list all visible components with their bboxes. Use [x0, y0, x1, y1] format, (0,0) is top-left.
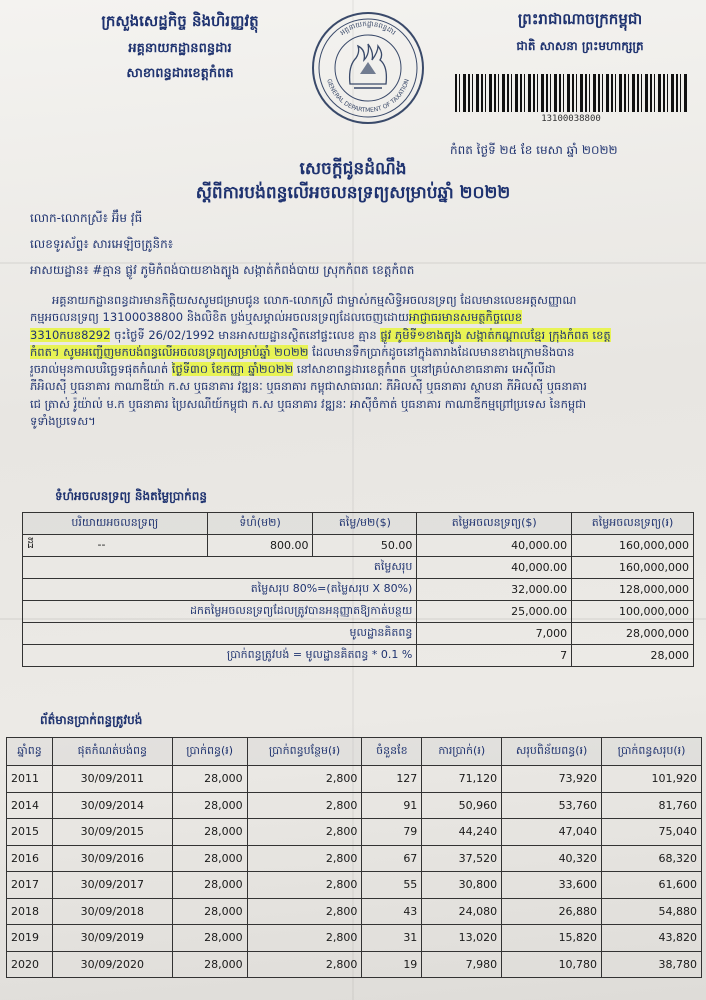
- tax-amount-cell: 28,000: [172, 819, 247, 846]
- tax-year-cell: 2019: [7, 925, 53, 952]
- notice-subtitle: ស្តីពីការបង់ពន្ធលើអចលនទ្រព្យសម្រាប់ឆ្នាំ ២០២២: [195, 183, 511, 203]
- total-tax-cell: 101,920: [602, 766, 702, 793]
- table-row: [7, 898, 702, 925]
- paragraph-line: [30, 378, 690, 395]
- table-row: [7, 845, 702, 872]
- total-tax-cell: 38,780: [602, 951, 702, 978]
- months-cell: 67: [362, 845, 422, 872]
- barcode-number: 13100038800: [541, 114, 601, 124]
- total-tax-cell: 43,820: [602, 925, 702, 952]
- tax-amount-cell: 28,000: [172, 872, 247, 899]
- tax-year-cell: 2017: [7, 872, 53, 899]
- column-header: ប្រាក់ពន្ធសរុប(៛): [602, 738, 702, 766]
- summary-khr: 100,000,000: [572, 601, 694, 623]
- highlighted-text: ថ្ងៃទី៣០ ខែកញ្ញា ឆ្នាំ២០២២: [171, 362, 294, 377]
- summary-row: [23, 601, 694, 623]
- summary-khr: 28,000: [572, 645, 694, 667]
- total-penalty-cell: 26,880: [502, 898, 602, 925]
- summary-usd: 7,000: [417, 623, 572, 645]
- value-usd-cell: 40,000.00: [417, 535, 572, 557]
- summary-row: [23, 645, 694, 667]
- kingdom-header: [470, 10, 690, 56]
- additional-tax-cell: 2,800: [247, 766, 362, 793]
- paragraph-text: ជេ ត្រាស់ រ៉ូយ៉ាល់ ម.ក ឬធនាគារ ប្រៃសណីយ៍កម្ពុជា ក.ស ឬធនាគារ វឌ្ឍនៈ អាស៊ីចំកាត់ ឬធនាគារ កាណាឌីកម្មព្រៅប្រទេស នៃកម្ពុជា: [30, 396, 587, 411]
- unit-price-cell: 50.00: [313, 535, 417, 557]
- months-cell: 127: [362, 766, 422, 793]
- total-penalty-cell: 73,920: [502, 766, 602, 793]
- summary-khr: 28,000,000: [572, 623, 694, 645]
- column-header: តម្លៃអចលនទ្រព្យ(៛): [572, 513, 694, 535]
- table-header-row: [23, 513, 694, 535]
- column-header: តម្លៃអចលនទ្រព្យ($): [417, 513, 572, 535]
- paragraph-text: កម្មអចលនទ្រព្យ 13100038800 និងលិខិត ប្លង់ឬសម្គាល់អចលនទ្រព្យដែលចេញដោយ: [30, 310, 409, 325]
- summary-khr: 128,000,000: [572, 579, 694, 601]
- months-cell: 55: [362, 872, 422, 899]
- total-penalty-cell: 10,780: [502, 951, 602, 978]
- property-section-title: ទំហំអចលនទ្រព្យ និងតម្លៃប្រាក់ពន្ធ: [55, 489, 208, 503]
- tax-year-cell: 2018: [7, 898, 53, 925]
- due-date-cell: 30/09/2018: [52, 898, 172, 925]
- paragraph-line: [30, 292, 690, 309]
- total-penalty-cell: 33,600: [502, 872, 602, 899]
- summary-row: [23, 557, 694, 579]
- table-row: [7, 925, 702, 952]
- column-header: តម្លៃ/ម២($): [313, 513, 417, 535]
- ministry-name: ក្រសួងសេដ្ឋកិច្ច និងហិរញ្ញវត្ថុ: [101, 12, 259, 30]
- table-row: [7, 766, 702, 793]
- interest-cell: 7,980: [422, 951, 502, 978]
- highlighted-text: អាជ្ញាធរមានសមត្ថកិច្ចលេខ: [408, 310, 523, 325]
- additional-tax-cell: 2,800: [247, 819, 362, 846]
- due-date-cell: 30/09/2020: [52, 951, 172, 978]
- due-date-cell: 30/09/2014: [52, 792, 172, 819]
- summary-label: ប្រាក់ពន្ធត្រូវបង់ = មូលដ្ឋានគិតពន្ធ * 0.1 %: [23, 645, 417, 667]
- months-cell: 79: [362, 819, 422, 846]
- property-type: ដី: [27, 537, 34, 551]
- due-date-cell: 30/09/2011: [52, 766, 172, 793]
- paragraph-text: ចុះថ្ងៃទី 26/02/1992 មានអាសយដ្ឋានស្ថិតនៅផ្ទះលេខ គ្មាន: [110, 327, 381, 342]
- summary-khr: 160,000,000: [572, 557, 694, 579]
- total-tax-cell: 61,600: [602, 872, 702, 899]
- paragraph-line: [30, 327, 690, 344]
- interest-cell: 24,080: [422, 898, 502, 925]
- summary-label: មូលដ្ឋានគិតពន្ធ: [23, 623, 417, 645]
- summary-usd: 32,000.00: [417, 579, 572, 601]
- owner-name: លោក-លោកស្រី៖ អ៊ឹម វុធី: [30, 211, 143, 225]
- seal-kh-label: អគ្គនាយកដ្ឋានពន្ធដារ: [338, 19, 398, 37]
- tax-amount-cell: 28,000: [172, 766, 247, 793]
- column-header: ឆ្នាំពន្ធ: [7, 738, 53, 766]
- summary-label: ដកតម្លៃអចលនទ្រព្យដែលត្រូវបានអនុញ្ញាតឱ្យកាត់បន្ថយ: [23, 601, 417, 623]
- due-date-cell: 30/09/2019: [52, 925, 172, 952]
- paragraph-line: [30, 344, 690, 361]
- due-date-cell: 30/09/2016: [52, 845, 172, 872]
- svg-text:អគ្គនាយកដ្ឋានពន្ធដារ: [339, 20, 398, 37]
- column-header: ការប្រាក់(៛): [422, 738, 502, 766]
- table-row: [7, 872, 702, 899]
- column-header: ប្រាក់ពន្ធបន្ថែម(៛): [247, 738, 362, 766]
- paragraph-text: ដែលមានទឹកប្រាក់ដូចនៅក្នុងតារាងដែលមានខាងក្រោមនិងបាន: [308, 344, 575, 359]
- notice-paragraph: [30, 292, 690, 430]
- total-tax-cell: 54,880: [602, 898, 702, 925]
- summary-label: តម្លៃសរុប 80%=(តម្លៃសរុប X 80%): [23, 579, 417, 601]
- additional-tax-cell: 2,800: [247, 792, 362, 819]
- seal-label: GENERAL DEPARTMENT OF TAXATION: [325, 78, 411, 115]
- property-description: --: [97, 537, 106, 551]
- paragraph-line: [30, 361, 690, 378]
- table-row: [23, 535, 694, 557]
- summary-row: [23, 579, 694, 601]
- total-penalty-cell: 15,820: [502, 925, 602, 952]
- column-header: ទំហំ(ម២): [207, 513, 313, 535]
- tax-year-cell: 2015: [7, 819, 53, 846]
- ministry-header: [60, 12, 300, 84]
- total-tax-cell: 68,320: [602, 845, 702, 872]
- department-name: អគ្គនាយកដ្ឋានពន្ធដារ: [128, 41, 232, 56]
- table-row: [7, 792, 702, 819]
- summary-label: តម្លៃសរុប: [23, 557, 417, 579]
- paragraph-text: រួចរាល់មុនកាលបរិច្ឆេទផុតកំណត់: [30, 362, 172, 377]
- table-row: [7, 951, 702, 978]
- total-tax-cell: 75,040: [602, 819, 702, 846]
- national-motto: ជាតិ សាសនា ព្រះមហាក្សត្រ: [516, 39, 644, 53]
- table-row: [7, 819, 702, 846]
- contact-info: លេខទូរស័ព្ទ៖ សារអេឡិចត្រូនិក៖: [30, 237, 174, 251]
- paragraph-line: [30, 396, 690, 413]
- tax-amount-cell: 28,000: [172, 792, 247, 819]
- months-cell: 19: [362, 951, 422, 978]
- interest-cell: 13,020: [422, 925, 502, 952]
- branch-name: សាខាពន្ធដារខេត្តកំពត: [126, 66, 234, 81]
- tax-year-cell: 2011: [7, 766, 53, 793]
- additional-tax-cell: 2,800: [247, 872, 362, 899]
- highlighted-text: 3310កបខ8292: [30, 327, 111, 342]
- summary-row: [23, 623, 694, 645]
- paragraph-text: ភីអិលស៊ី ឬធនាគារ កាណាឌីយ៉ា ក.ស ឬធនាគារ វឌ្ឍនៈ ឬធនាគារ កម្ពុជាសាធារណៈ ភីអិលស៊ី ឬធនាគារ ស្ថាបនា ភីអិលស៊ី ឬធនាគារ: [30, 379, 587, 394]
- property-type-cell: [23, 535, 208, 557]
- total-penalty-cell: 40,320: [502, 845, 602, 872]
- highlighted-text: ផ្លូវ ភូមិទី១ខាងត្បូង សង្កាត់កណ្តាលខ្មែរ ក្រុងកំពត ខេត្ត: [380, 327, 611, 342]
- due-date-cell: 30/09/2015: [52, 819, 172, 846]
- highlighted-text: កំពត។ សូមអញ្ជើញមកបង់ពន្ធលើអចលនទ្រព្យសម្រាប់ឆ្នាំ ២០២២: [30, 344, 309, 359]
- due-date-cell: 30/09/2017: [52, 872, 172, 899]
- months-cell: 43: [362, 898, 422, 925]
- column-header: បរិយាយអចលនទ្រព្យ: [23, 513, 208, 535]
- interest-cell: 71,120: [422, 766, 502, 793]
- additional-tax-cell: 2,800: [247, 951, 362, 978]
- additional-tax-cell: 2,800: [247, 925, 362, 952]
- paragraph-text: អគ្គនាយកដ្ឋានពន្ធដារមានកិត្តិយសសូមជម្រាបជូន លោក-លោកស្រី ជាម្ចាស់កម្មសិទ្ធិអចលនទ្រព្យ ដែលមានលេខអត្តសញ្ញាណ: [52, 293, 577, 307]
- kingdom-name: ព្រះរាជាណាចក្រកម្ពុជា: [517, 10, 643, 28]
- additional-tax-cell: 2,800: [247, 898, 362, 925]
- tax-amount-cell: 28,000: [172, 898, 247, 925]
- interest-cell: 37,520: [422, 845, 502, 872]
- department-seal-icon: [308, 8, 428, 128]
- summary-usd: 7: [417, 645, 572, 667]
- payment-section-title: ព័ត៌មានប្រាក់ពន្ធត្រូវបង់: [40, 713, 143, 727]
- column-header: ប្រាក់ពន្ធ(៛): [172, 738, 247, 766]
- column-header: ផុតកំណត់បង់ពន្ធ: [52, 738, 172, 766]
- tax-year-cell: 2014: [7, 792, 53, 819]
- total-penalty-cell: 53,760: [502, 792, 602, 819]
- tax-amount-cell: 28,000: [172, 951, 247, 978]
- owner-address: អាសយដ្ឋាន៖ #គ្មាន ផ្លូវ ភូមិកំពង់បាយខាងត្បូង សង្កាត់កំពង់បាយ ស្រុកកំពត ខេត្តកំពត: [30, 263, 415, 277]
- summary-usd: 40,000.00: [417, 557, 572, 579]
- tax-year-cell: 2020: [7, 951, 53, 978]
- paragraph-text: នៅសាខាពន្ធដារខេត្តកំពត ឬនៅគ្រប់សាខាធនាគារ អេស៊ីលីដា: [293, 362, 556, 377]
- paragraph-text: ទូទាំងប្រទេស។: [30, 414, 96, 429]
- column-header: ចំនួនខែ: [362, 738, 422, 766]
- barcode-icon: [455, 74, 687, 112]
- column-header: សរុបពិន័យពន្ធ(៛): [502, 738, 602, 766]
- tax-amount-cell: 28,000: [172, 845, 247, 872]
- paragraph-line: [30, 309, 690, 326]
- interest-cell: 50,960: [422, 792, 502, 819]
- months-cell: 31: [362, 925, 422, 952]
- value-khr-cell: 160,000,000: [572, 535, 694, 557]
- issue-date: កំពត ថ្ងៃទី ២៥ ខែ មេសា ឆ្នាំ ២០២២: [450, 143, 618, 157]
- summary-usd: 25,000.00: [417, 601, 572, 623]
- additional-tax-cell: 2,800: [247, 845, 362, 872]
- property-tax-table: [22, 512, 694, 667]
- payment-table: [6, 737, 702, 978]
- area-cell: 800.00: [207, 535, 313, 557]
- tax-year-cell: 2016: [7, 845, 53, 872]
- table-header-row: [7, 738, 702, 766]
- total-tax-cell: 81,760: [602, 792, 702, 819]
- interest-cell: 44,240: [422, 819, 502, 846]
- notice-title: សេចក្តីជូនដំណឹង: [299, 159, 407, 179]
- interest-cell: 30,800: [422, 872, 502, 899]
- total-penalty-cell: 47,040: [502, 819, 602, 846]
- tax-amount-cell: 28,000: [172, 925, 247, 952]
- paragraph-line: [30, 413, 690, 430]
- months-cell: 91: [362, 792, 422, 819]
